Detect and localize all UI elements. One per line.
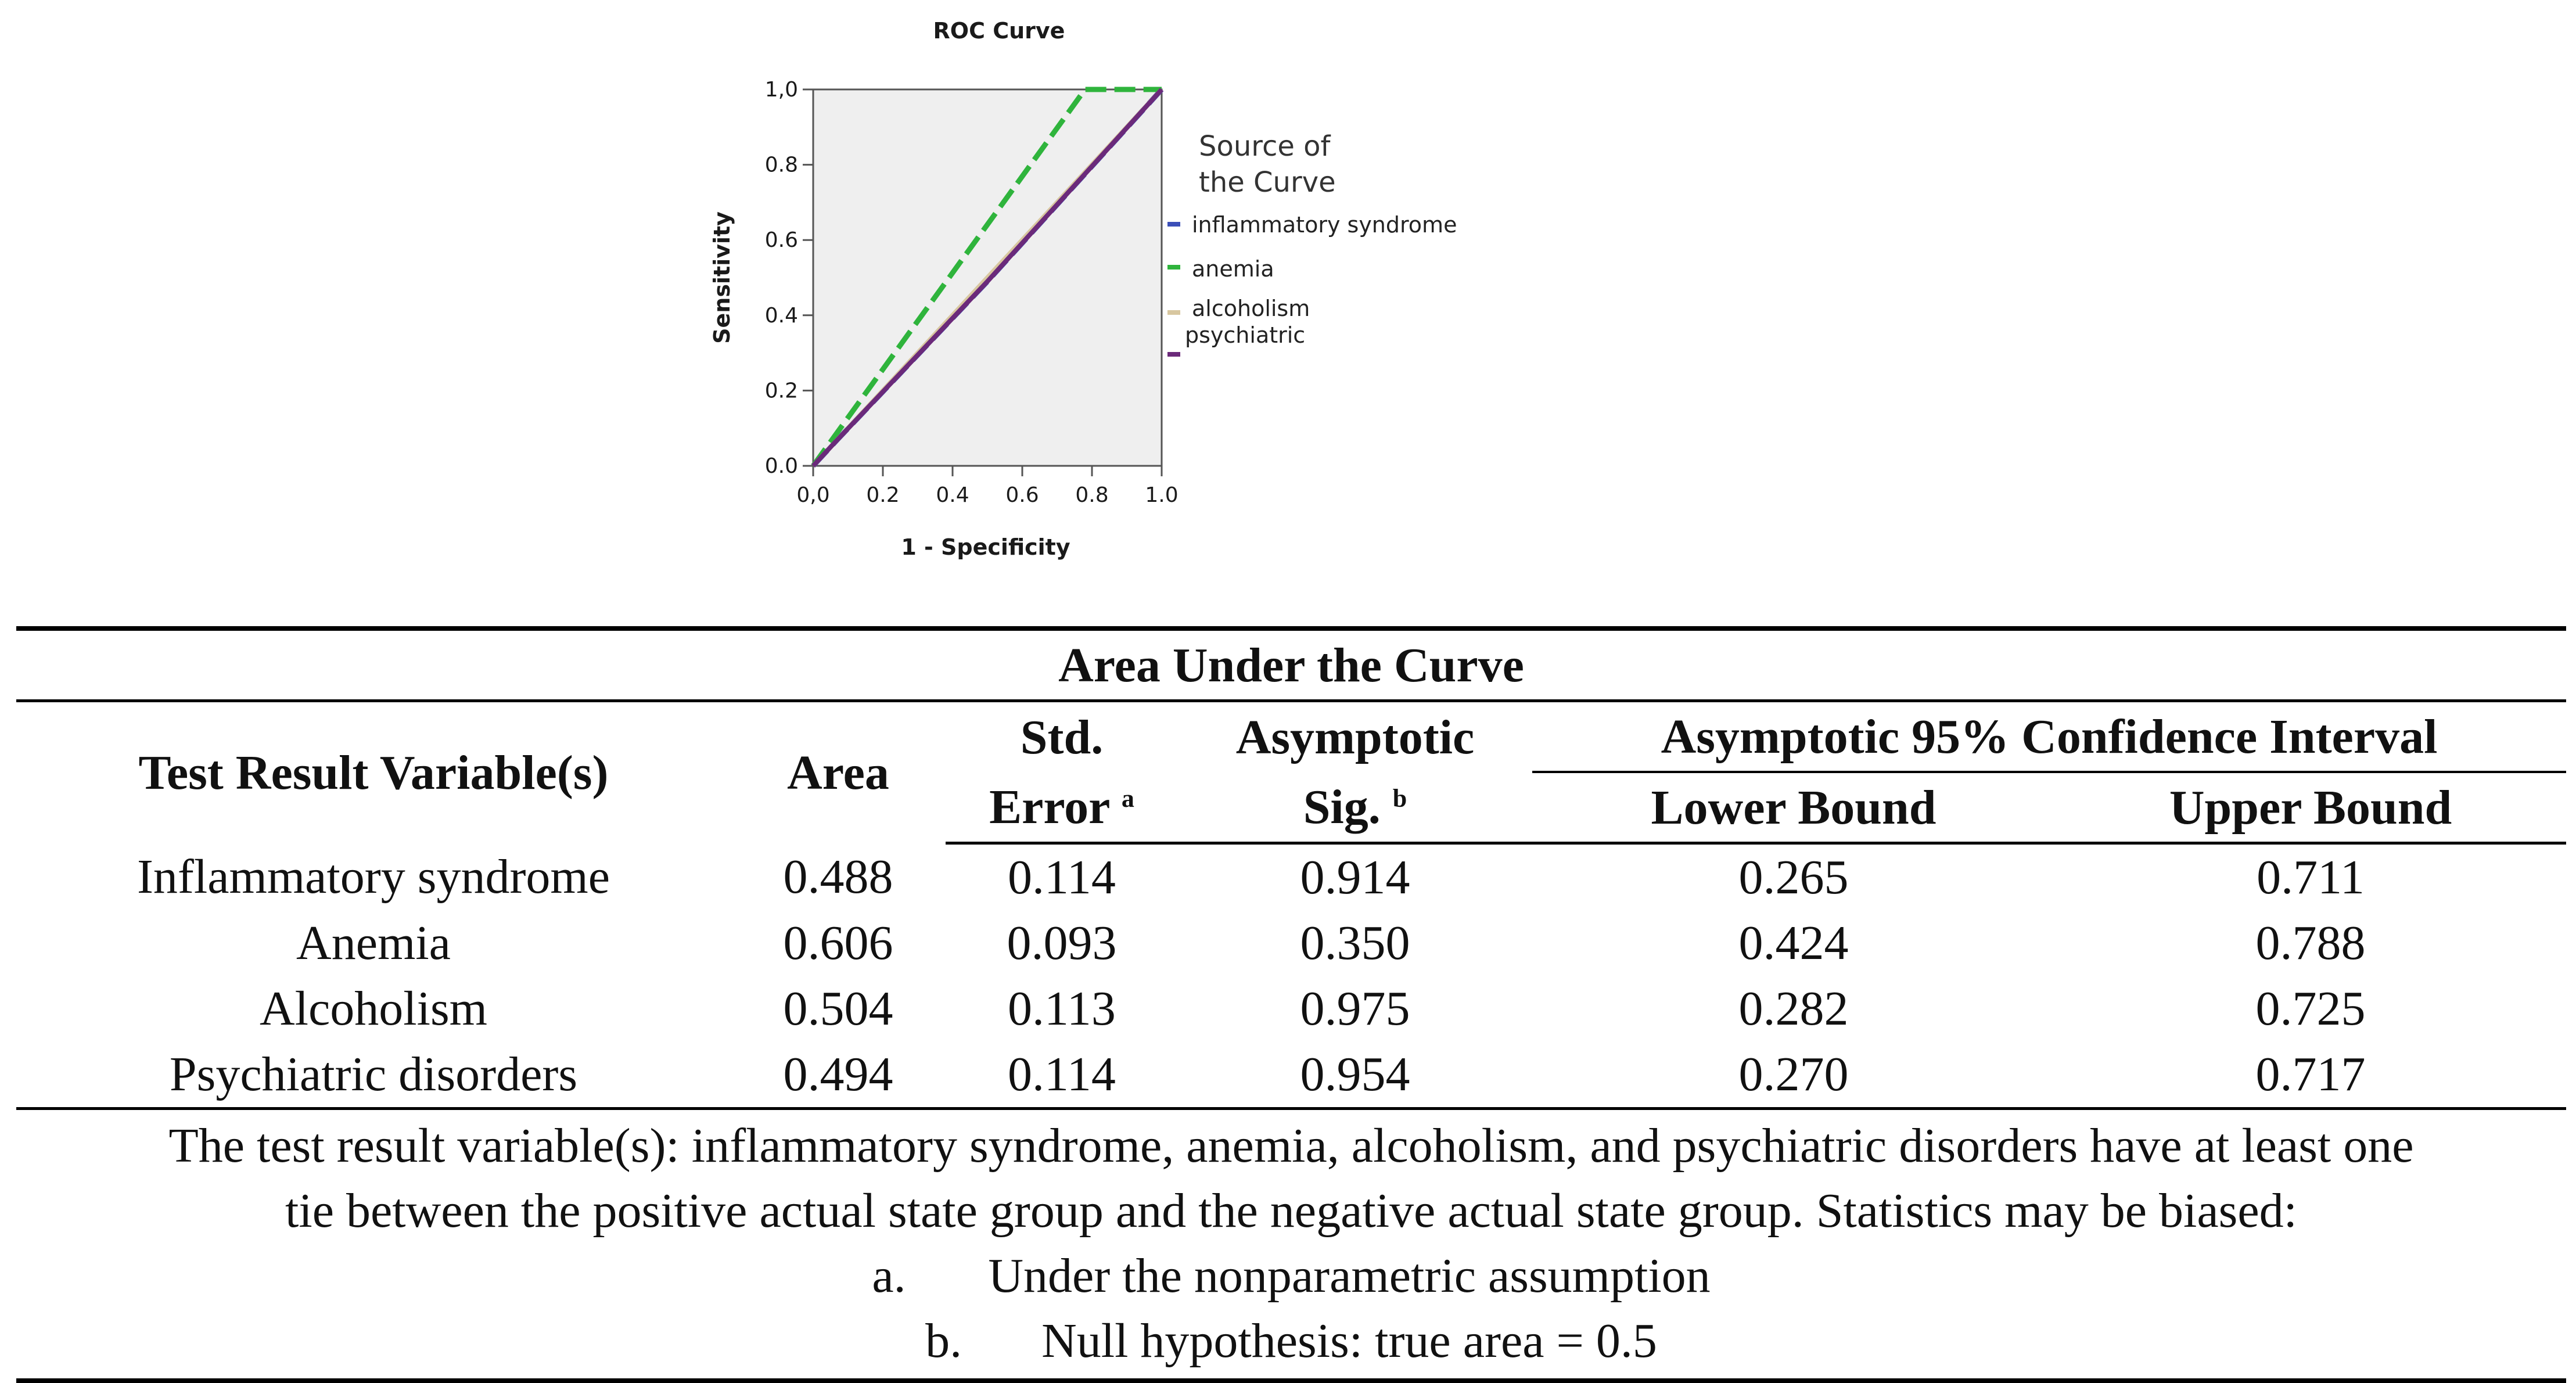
footnote-line-1: The test result variable(s): inflammatory syndrome, anemia, alcoholism, and psychiatric disorders have at least one	[168, 1119, 2414, 1173]
auc-table	[16, 626, 2566, 1110]
header-ci-group: Asymptotic 95% Confidence Interval	[1532, 701, 2566, 773]
roc-chart	[697, 0, 1510, 575]
cell-lower: 0.282	[1738, 982, 1849, 1036]
legend-swatch	[1167, 222, 1180, 227]
footnote-ref-b: b	[1392, 784, 1407, 813]
cell-upper: 0.717	[2055, 1041, 2566, 1109]
legend-swatch	[1167, 265, 1180, 270]
y-tick-label: 0.6	[764, 228, 798, 253]
header-area: Area	[787, 745, 889, 800]
roc-chart-svg	[697, 0, 1510, 575]
table-row	[16, 910, 2566, 976]
x-tick-label: 0.6	[1005, 483, 1039, 507]
legend-label: psychiatric	[1185, 322, 1306, 348]
x-tick-label: 0,0	[796, 483, 830, 507]
header-std-error-line1: Std.	[1020, 710, 1104, 764]
cell-sig: 0.350	[1300, 916, 1410, 970]
x-axis-ticks	[796, 466, 1178, 507]
footnote-a-marker: a.	[872, 1249, 906, 1303]
header-std-error-line2: Error $^a$	[946, 772, 1178, 843]
cell-std-error: 0.114	[1008, 850, 1116, 904]
header-lower-bound: Lower Bound	[1532, 772, 2055, 843]
cell-upper: 0.711	[2257, 850, 2365, 904]
cell-std-error: 0.113	[1008, 982, 1116, 1036]
y-axis-label: Sensitivity	[709, 211, 735, 344]
y-tick-label: 0.8	[764, 153, 798, 177]
table-row	[16, 843, 2566, 911]
x-axis-label: 1 - Specificity	[901, 534, 1070, 560]
cell-area: 0.488	[783, 849, 893, 904]
cell-sig: 0.954	[1178, 1041, 1532, 1109]
cell-upper: 0.725	[2255, 982, 2366, 1036]
x-tick-label: 1.0	[1145, 483, 1179, 507]
footnote-b-text: Null hypothesis: true area = 0.5	[1041, 1314, 1657, 1368]
cell-area: 0.504	[783, 982, 893, 1036]
footnote-line-2: tie between the positive actual state group and the negative actual state group. Statistics may be biased:	[285, 1184, 2297, 1238]
footnote-text	[16, 1110, 2566, 1244]
legend-swatch	[1167, 352, 1180, 357]
y-tick-label: 0.4	[764, 303, 798, 328]
header-asym-sig-line1: Asymptotic	[1235, 710, 1475, 764]
legend-label: anemia	[1192, 256, 1274, 282]
auc-table-container	[16, 626, 2566, 1383]
cell-lower: 0.270	[1532, 1041, 2055, 1109]
header-variable: Test Result Variable(s)	[138, 745, 609, 800]
y-tick-label: 0.0	[764, 454, 798, 478]
legend-label: alcoholism	[1192, 296, 1310, 321]
footnote-a	[16, 1244, 2566, 1309]
y-axis-ticks	[765, 78, 813, 478]
legend-label: inflammatory syndrome	[1192, 212, 1457, 238]
cell-sig: 0.914	[1300, 850, 1410, 904]
cell-variable: Psychiatric disorders	[16, 1041, 731, 1109]
cell-lower: 0.265	[1738, 850, 1849, 904]
cell-sig: 0.975	[1300, 982, 1410, 1036]
cell-lower: 0.424	[1738, 916, 1849, 970]
footnote-b-marker: b.	[925, 1314, 962, 1368]
header-asym-sig-line2: Sig. $^b$	[1178, 772, 1532, 843]
chart-title: ROC Curve	[933, 18, 1065, 44]
cell-std-error: 0.114	[946, 1041, 1178, 1109]
cell-std-error: 0.093	[1007, 916, 1117, 970]
cell-variable: Anemia	[296, 916, 451, 970]
footnote-b	[16, 1309, 2566, 1374]
legend	[1167, 130, 1457, 357]
table-row	[16, 976, 2566, 1041]
x-tick-label: 0.8	[1075, 483, 1109, 507]
legend-entries	[1167, 212, 1457, 357]
footnote-ref-a: a	[1121, 784, 1134, 813]
table-title: Area Under the Curve	[16, 628, 2566, 701]
x-tick-label: 0.4	[936, 483, 969, 507]
footnote-a-text: Under the nonparametric assumption	[988, 1249, 1711, 1303]
table-footnote	[16, 1110, 2566, 1383]
cell-area: 0.494	[731, 1041, 946, 1109]
cell-variable: Inflammatory syndrome	[136, 849, 610, 904]
header-upper-bound: Upper Bound	[2055, 772, 2566, 843]
y-tick-label: 1,0	[764, 78, 798, 102]
cell-upper: 0.788	[2255, 916, 2366, 970]
cell-variable: Alcoholism	[260, 982, 487, 1036]
cell-area: 0.606	[783, 916, 893, 970]
x-tick-label: 0.2	[866, 483, 900, 507]
legend-swatch	[1167, 310, 1180, 315]
legend-title: Source of the Curve	[1199, 130, 1336, 199]
table-row	[16, 1041, 2566, 1109]
y-tick-label: 0.2	[764, 379, 798, 403]
